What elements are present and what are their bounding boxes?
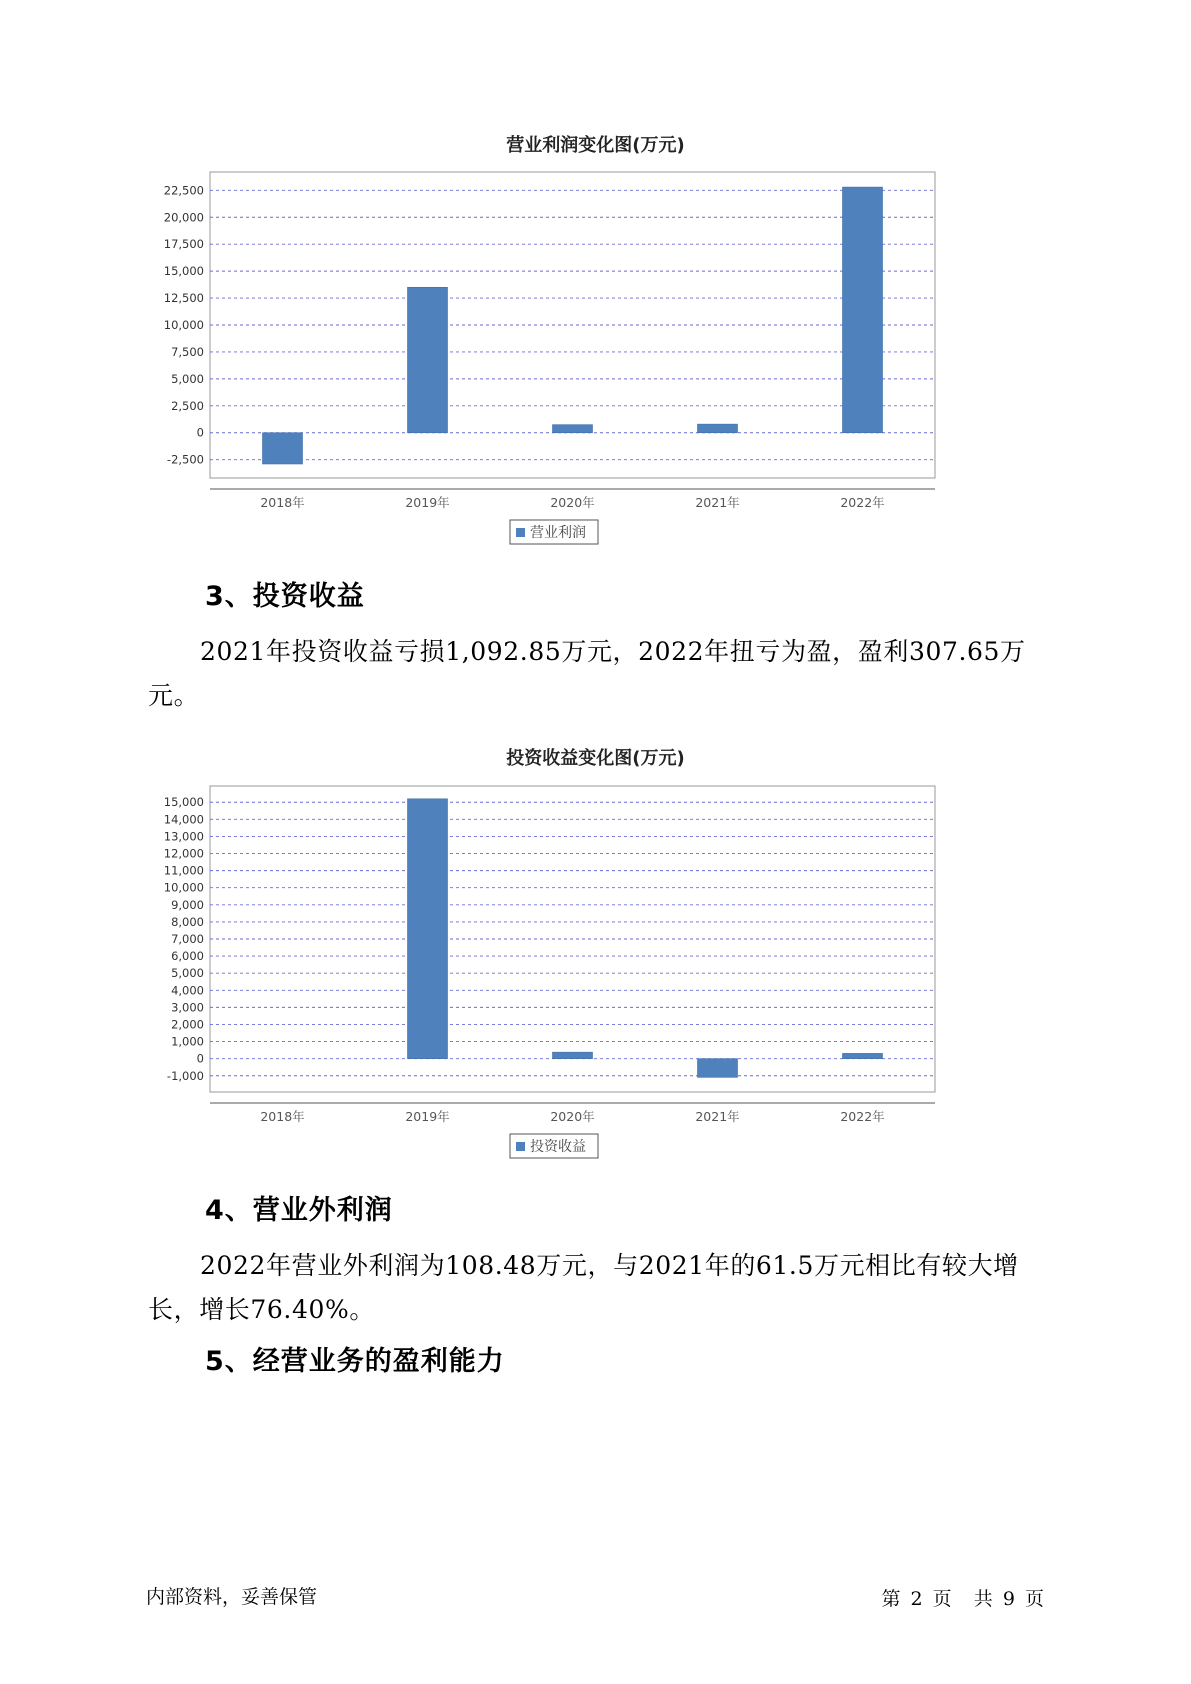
x-tick-label: 2018年 — [260, 1109, 305, 1124]
y-tick-label: 0 — [196, 1051, 204, 1066]
footer-confidential-note: 内部资料，妥善保管 — [146, 1586, 318, 1608]
y-tick-label: 0 — [196, 425, 204, 440]
legend-swatch — [516, 1142, 525, 1151]
y-tick-label: 7,000 — [171, 932, 204, 946]
y-tick-label: 12,500 — [163, 291, 204, 306]
y-tick-label: 1,000 — [171, 1034, 204, 1049]
x-tick-label: 2019年 — [405, 495, 450, 510]
y-tick-label: 15,000 — [163, 264, 204, 279]
page-total-prefix: 共 — [973, 1588, 993, 1610]
paragraph-line: 2021年投资收益亏损1,092.85万元，2022年扭亏为盈，盈利307.65万 — [200, 637, 1026, 666]
paragraph-line: 2022年营业外利润为108.48万元，与2021年的61.5万元相比有较大增 — [200, 1251, 1019, 1280]
bar — [698, 1059, 738, 1078]
paragraph-line: 元。 — [148, 681, 200, 710]
bar — [843, 1053, 883, 1058]
x-tick-label: 2020年 — [550, 495, 595, 510]
y-tick-label: -2,500 — [166, 452, 204, 467]
chart-title-operating-profit: 营业利润变化图(万元) — [506, 135, 685, 156]
x-tick-label: 2020年 — [550, 1109, 595, 1124]
y-tick-label: 22,500 — [163, 183, 204, 198]
page-total: 9 — [1002, 1588, 1015, 1610]
y-tick-label: 5,000 — [171, 371, 204, 386]
y-tick-label: 13,000 — [163, 829, 204, 844]
y-tick-label: 20,000 — [163, 210, 204, 225]
y-tick-label: 12,000 — [163, 846, 204, 861]
x-tick-label: 2018年 — [260, 495, 305, 510]
y-tick-label: 7,500 — [171, 344, 204, 359]
bar — [263, 433, 303, 464]
y-tick-label: 17,500 — [163, 237, 204, 252]
legend-swatch — [516, 528, 525, 537]
bar — [553, 425, 593, 433]
bar — [698, 424, 738, 433]
operating-profit-bar-chart — [150, 160, 1020, 560]
legend-label: 营业利润 — [530, 525, 586, 541]
investment-income-paragraph — [148, 630, 1048, 718]
x-tick-label: 2022年 — [840, 1109, 885, 1124]
page-current: 2 — [910, 1588, 923, 1610]
x-tick-label: 2019年 — [405, 1109, 450, 1124]
y-tick-label: 11,000 — [163, 863, 204, 878]
y-tick-label: 10,000 — [163, 318, 204, 332]
bar — [408, 287, 448, 432]
section-heading-non-operating-profit: 4、营业外利润 — [205, 1195, 393, 1226]
paragraph-line: 长，增长76.40%。 — [148, 1295, 375, 1324]
footer-page-number — [879, 1584, 1046, 1611]
legend-label: 投资收益 — [530, 1139, 586, 1155]
page-suffix: 页 — [1024, 1588, 1044, 1610]
investment-income-bar-chart — [150, 774, 1020, 1174]
x-tick-label: 2021年 — [695, 1109, 740, 1124]
bar — [408, 799, 448, 1059]
y-tick-label: 2,000 — [171, 1017, 204, 1032]
x-tick-label: 2021年 — [695, 495, 740, 510]
y-tick-label: 2,500 — [171, 398, 204, 413]
y-tick-label: 9,000 — [171, 897, 204, 912]
page-mid: 页 — [932, 1588, 952, 1610]
page-prefix: 第 — [881, 1588, 901, 1610]
y-tick-label: -1,000 — [166, 1068, 204, 1083]
chart-title-investment-income: 投资收益变化图(万元) — [506, 748, 685, 769]
y-tick-label: 10,000 — [163, 880, 204, 895]
y-tick-label: 8,000 — [171, 914, 204, 929]
section-heading-investment-income: 3、投资收益 — [205, 581, 365, 612]
non-operating-profit-paragraph — [148, 1244, 1048, 1332]
bar — [553, 1052, 593, 1058]
y-tick-label: 3,000 — [171, 1000, 204, 1015]
y-tick-label: 4,000 — [171, 983, 204, 998]
x-tick-label: 2022年 — [840, 495, 885, 510]
bar — [843, 187, 883, 433]
y-tick-label: 5,000 — [171, 966, 204, 981]
y-tick-label: 14,000 — [163, 812, 204, 827]
y-tick-label: 6,000 — [171, 949, 204, 964]
section-heading-business-profitability: 5、经营业务的盈利能力 — [205, 1346, 505, 1377]
y-tick-label: 15,000 — [163, 795, 204, 810]
